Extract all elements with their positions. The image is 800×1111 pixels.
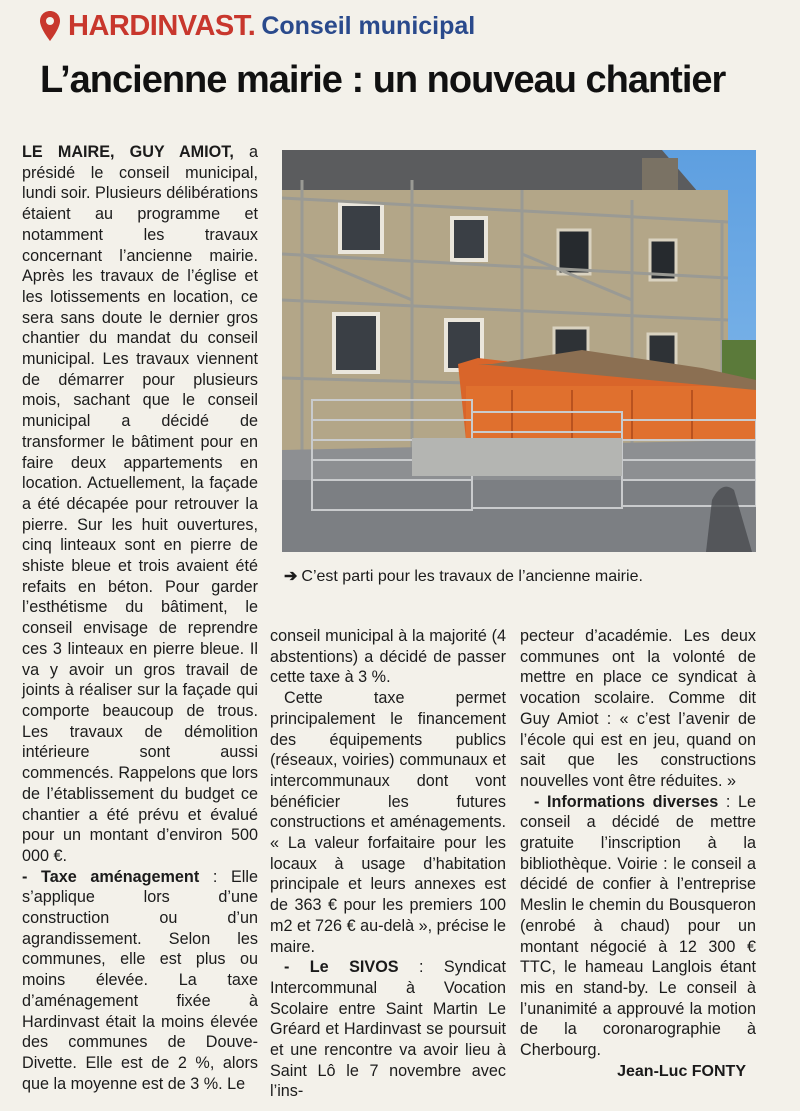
location-pin-icon: [38, 10, 62, 42]
city-name: HARDINVAST.: [68, 9, 256, 42]
section-name: Conseil municipal: [261, 11, 476, 40]
paragraph: LE MAIRE, GUY AMIOT, a présidé le conseil municipal, lundi soir. Plusieurs délibérations étaient au programme et notamment les travaux concernant l’ancienne mairie. Après les travaux de l’église et les lotissements en location, ce sera sans doute le dernier gros chantier du mandat du conseil municipal. Les travaux viennent de démarrer pour plusieurs mois, sachant que le conseil municipal a décidé de transformer le bâtiment pour en faire deux appartements en location. Actuellement, la façade a été décapée pour retrouver la pierre. Sur les huit ouvertures, cinq linteaux sont en pierre de shiste bleue et trois avaient été refaits en béton. Pour garder l’esthétisme du bâtiment, le conseil envisage de reprendre ces 3 linteaux en pierre bleue. Il va y avoir un gros travail de joints à réaliser sur la façade qui comporte beaucoup de trous. Les travaux de démolition intérieure sont aussi commencés. Rappelons que lors de l’établissement du budget ce chantier a été prévu et évalué pour un montant d’environ 500 000 €.: [22, 143, 258, 865]
subheading-sivos: - Le SIVOS: [284, 958, 399, 977]
headline: L’ancienne mairie : un nouveau chantier: [40, 59, 726, 101]
paragraph: - Informations diverses : Le conseil a décidé de mettre gratuite l’inscription à la bibliothèque. Voirie : le conseil a décidé de confier à l’entreprise Meslin le chemin du Bousqueron (enrobé à chaud) pour un montant négocié à 12 300 € TTC, le hameau Langlois étant mis en stand-by. Le conseil à l’unanimité a approuvé la motion de la coronarographie à Cherbourg.: [520, 792, 756, 1060]
subheading-info: - Informations diverses: [534, 792, 719, 811]
lead-in: LE MAIRE, GUY AMIOT,: [22, 143, 234, 161]
subheading-taxe: - Taxe aménagement: [22, 867, 200, 886]
article-column-3: [520, 626, 756, 1061]
caption-text: C’est parti pour les travaux de l’ancienne mairie.: [301, 568, 643, 585]
paragraph: Cette taxe permet principalement le financement des équipements publics (réseaux, voiries) communaux et intercommunaux dont vont bénéficier les futures constructions et aménagements. « La valeur forfaitaire pour les locaux à usage d’habitation principale et leurs annexes est de 363 € pour les premiers 100 m2 et 726 € au-delà », précise le maire.: [270, 689, 506, 956]
arrow-right-icon: ➔: [284, 568, 298, 585]
paragraph: - Le SIVOS : Syndicat Intercommunal à Vocation Scolaire entre Saint Martin Le Gréard et Hardinvast se poursuit et une rencontre va avoir lieu à Saint Lô le 7 novembre avec l’ins-: [270, 958, 506, 1101]
author-signature: Jean-Luc FONTY: [617, 1063, 746, 1080]
article-column-2: [270, 626, 506, 1102]
building-scaffolding-photo: [282, 150, 756, 552]
paragraph: pecteur d’académie. Les deux communes ont la volonté de mettre en place ce syndicat à vocation scolaire. Comme dit Guy Amiot : « c’est l’avenir de l’école qui est en jeu, quand on sait que les constructions nouvelles vont être réduites. »: [520, 627, 756, 790]
article-column-1: [22, 142, 258, 1094]
kicker: [38, 4, 475, 48]
paragraph: - Taxe aménagement : Elle s’applique lors d’une construction ou d’un agrandissement. Selon les communes, elle est plus ou moins élevée. La taxe d’aménagement fixée à Hardinvast était la moins élevée des communes de Douve-Divette. Elle est de 2 %, alors que la moyenne est de 3 %. Le: [22, 867, 258, 1093]
photo-caption: [284, 566, 754, 586]
paragraph: conseil municipal à la majorité (4 abstentions) a décidé de passer cette taxe à 3 %.: [270, 627, 506, 687]
